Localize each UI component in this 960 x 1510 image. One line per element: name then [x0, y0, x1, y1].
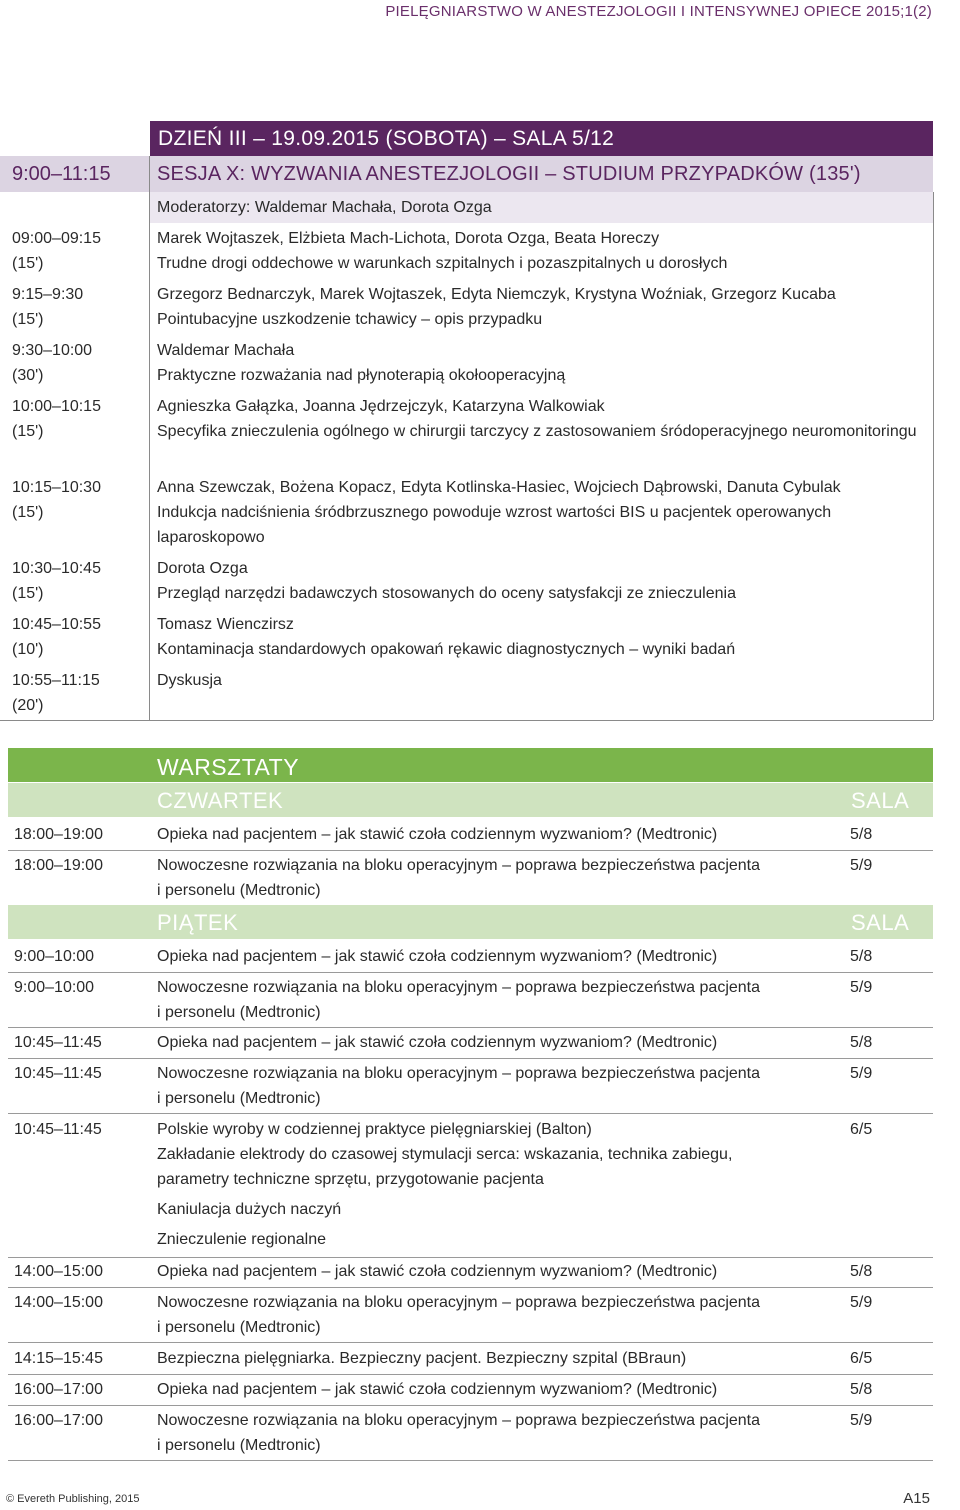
talk-authors: Agnieszka Gałązka, Joanna Jędrzejczyk, Katarzyna Walkowiak [157, 398, 605, 415]
workshop-time: 10:45–11:45 [14, 1034, 102, 1051]
workshop-description [157, 1259, 817, 1284]
workshop-desc-line: i personelu (Medtronic) [157, 1090, 321, 1107]
workshop-row [8, 822, 933, 851]
workshop-room: 5/9 [850, 1294, 873, 1311]
workshop-row [8, 853, 933, 906]
talk-time-range: 10:30–10:45 [12, 560, 101, 577]
workshop-row [8, 1259, 933, 1288]
time-column-divider [149, 156, 150, 720]
workshop-time: 10:45–11:45 [14, 1065, 102, 1082]
talk-duration: (15') [12, 423, 44, 440]
workshop-desc-line: Znieczulenie regionalne [157, 1231, 326, 1248]
workshop-desc-line: Nowoczesne rozwiązania na bloku operacyjnym – poprawa bezpieczeństwa pacjenta [157, 1065, 761, 1082]
workshop-day-header [8, 783, 933, 817]
talk-title: Trudne drogi oddechowe w warunkach szpitalnych i pozaszpitalnych u dorosłych [157, 255, 728, 272]
workshop-description [157, 1061, 817, 1111]
talk-title: Specyfika znieczulenia ogólnego w chirurgii tarczycy z zastosowaniem śródoperacyjnego neuromonitoringu [157, 423, 917, 440]
workshop-desc-line: Opieka nad pacjentem – jak stawić czoła codziennym wyzwaniom? (Medtronic) [157, 826, 718, 843]
talk-body [157, 338, 927, 388]
workshop-room: 5/9 [850, 1412, 873, 1429]
session-row [0, 156, 933, 192]
talk-time [12, 475, 142, 525]
talk-time-range: 9:15–9:30 [12, 286, 84, 303]
workshop-room: 5/8 [850, 826, 873, 843]
workshop-desc-line: Kaniulacja dużych naczyń [157, 1201, 342, 1218]
workshop-row [8, 1377, 933, 1406]
talk-authors: Grzegorz Bednarczyk, Marek Wojtaszek, Edyta Niemczyk, Krystyna Woźniak, Grzegorz Kucaba [157, 286, 836, 303]
workshop-time: 14:00–15:00 [14, 1294, 103, 1311]
talk-time [12, 668, 142, 718]
workshop-description [157, 1030, 817, 1055]
talk-authors: Dorota Ozga [157, 560, 248, 577]
workshop-desc-line: Opieka nad pacjentem – jak stawić czoła codziennym wyzwaniom? (Medtronic) [157, 1263, 718, 1280]
workshop-row [8, 1117, 933, 1258]
workshop-room: 5/8 [850, 1034, 873, 1051]
workshop-row [8, 944, 933, 973]
workshop-desc-line: i personelu (Medtronic) [157, 1004, 321, 1021]
workshop-time: 18:00–19:00 [14, 826, 103, 843]
workshop-description [157, 1346, 817, 1371]
talk-body [157, 612, 927, 662]
workshop-desc-line: Zakładanie elektrody do czasowej stymulacji serca: wskazania, technika zabiegu, [157, 1146, 733, 1163]
workshop-time: 18:00–19:00 [14, 857, 103, 874]
right-border [933, 192, 934, 720]
workshop-row [8, 1061, 933, 1114]
workshop-time: 16:00–17:00 [14, 1412, 103, 1429]
workshop-room: 6/5 [850, 1350, 873, 1367]
workshop-desc-line: Nowoczesne rozwiązania na bloku operacyjnym – poprawa bezpieczeństwa pacjenta [157, 979, 761, 996]
session-time: 9:00–11:15 [12, 163, 111, 185]
talk-body [157, 282, 927, 332]
workshop-row [8, 1408, 933, 1461]
talk-title: Przegląd narzędzi badawczych stosowanych do oceny satysfakcji ze znieczulenia [157, 585, 736, 602]
talk-title: Kontaminacja standardowych opakowań rękawic diagnostycznych – wyniki badań [157, 641, 736, 658]
workshop-desc-line: Opieka nad pacjentem – jak stawić czoła codziennym wyzwaniom? (Medtronic) [157, 1034, 718, 1051]
workshops-heading: WARSZTATY [157, 754, 300, 780]
talk-time-range: 9:30–10:00 [12, 342, 93, 359]
workshop-day-name: PIĄTEK [157, 910, 239, 935]
talk-time [12, 394, 142, 444]
talk-title: Indukcja nadciśnienia śródbrzusznego powoduje wzrost wartości BIS u pacjentek operowanych laparoskopowo [157, 504, 832, 546]
workshop-desc-line: Nowoczesne rozwiązania na bloku operacyjnym – poprawa bezpieczeństwa pacjenta [157, 1412, 761, 1429]
workshop-time: 16:00–17:00 [14, 1381, 103, 1398]
talk-body [157, 556, 927, 606]
workshop-desc-line: Opieka nad pacjentem – jak stawić czoła codziennym wyzwaniom? (Medtronic) [157, 948, 718, 965]
workshops-heading-band [8, 748, 933, 782]
workshop-description [157, 944, 817, 969]
talk-duration: (10') [12, 641, 44, 658]
session-title: SESJA X: WYZWANIA ANESTEZJOLOGII – STUDIUM PRZYPADKÓW (135') [157, 163, 861, 185]
talk-duration: (15') [12, 311, 44, 328]
workshop-room: 6/5 [850, 1121, 873, 1138]
workshop-day-header [8, 905, 933, 939]
talk-time-range: 10:55–11:15 [12, 672, 100, 689]
workshop-time: 9:00–10:00 [14, 979, 95, 996]
talk-time [12, 612, 142, 662]
workshop-description [157, 1408, 817, 1458]
talk-body [157, 394, 927, 444]
talk-time-range: 10:45–10:55 [12, 616, 101, 633]
talk-authors: Anna Szewczak, Bożena Kopacz, Edyta Kotlinska-Hasiec, Wojciech Dąbrowski, Danuta Cybulak [157, 479, 841, 496]
moderators: Moderatorzy: Waldemar Machała, Dorota Ozga [150, 192, 933, 223]
workshop-desc-line: Nowoczesne rozwiązania na bloku operacyjnym – poprawa bezpieczeństwa pacjenta [157, 857, 761, 874]
workshop-description [157, 1117, 817, 1252]
talk-time-range: 10:00–10:15 [12, 398, 101, 415]
workshop-room: 5/8 [850, 1381, 873, 1398]
workshop-description [157, 822, 817, 847]
workshop-desc-line: i personelu (Medtronic) [157, 1319, 321, 1336]
workshop-room: 5/9 [850, 857, 873, 874]
footer-publisher: © Evereth Publishing, 2015 [6, 1493, 140, 1505]
talk-duration: (20') [12, 697, 44, 714]
talk-title: Pointubacyjne uszkodzenie tchawicy – opis przypadku [157, 311, 543, 328]
page-number: A15 [903, 1490, 930, 1507]
talk-authors: Tomasz Wienczirsz [157, 616, 294, 633]
talk-time [12, 556, 142, 606]
talk-duration: (30') [12, 367, 44, 384]
talk-duration: (15') [12, 504, 44, 521]
workshop-time: 14:00–15:00 [14, 1263, 103, 1280]
workshop-desc-line: parametry techniczne sprzętu, przygotowanie pacjenta [157, 1171, 544, 1188]
talk-title: Praktyczne rozważania nad płynoterapią okołooperacyjną [157, 367, 566, 384]
workshop-time: 14:15–15:45 [14, 1350, 103, 1367]
workshop-row [8, 1030, 933, 1059]
workshop-description [157, 975, 817, 1025]
talk-time [12, 282, 142, 332]
workshop-day-name: CZWARTEK [157, 788, 284, 813]
talk-time-range: 09:00–09:15 [12, 230, 101, 247]
talk-time [12, 338, 142, 388]
workshop-row [8, 1346, 933, 1375]
workshop-description [157, 853, 817, 903]
workshop-room: 5/8 [850, 1263, 873, 1280]
workshop-row [8, 975, 933, 1028]
day-title-band: DZIEŃ III – 19.09.2015 (SOBOTA) – SALA 5/12 [150, 121, 933, 156]
talk-duration: (15') [12, 585, 44, 602]
talk-time [12, 226, 142, 276]
workshop-description [157, 1377, 817, 1402]
workshop-room: 5/9 [850, 979, 873, 996]
workshop-room-label: SALA [851, 788, 910, 813]
workshop-desc-line: i personelu (Medtronic) [157, 882, 321, 899]
workshop-room-label: SALA [851, 910, 910, 935]
talk-authors: Marek Wojtaszek, Elżbieta Mach-Lichota, Dorota Ozga, Beata Horeczy [157, 230, 660, 247]
workshop-desc-line: Opieka nad pacjentem – jak stawić czoła codziennym wyzwaniom? (Medtronic) [157, 1381, 718, 1398]
workshop-room: 5/8 [850, 948, 873, 965]
workshop-time: 10:45–11:45 [14, 1121, 102, 1138]
talk-authors: Dyskusja [157, 672, 222, 689]
talk-authors: Waldemar Machała [157, 342, 295, 359]
running-head: PIELĘGNIARSTWO W ANESTEZJOLOGII I INTENSYWNEJ OPIECE 2015;1(2) [385, 3, 932, 20]
talk-body [157, 668, 927, 693]
talk-body [157, 475, 927, 550]
workshop-desc-line: Polskie wyroby w codziennej praktyce pielęgniarskiej (Balton) [157, 1121, 592, 1138]
workshop-desc-line: Bezpieczna pielęgniarka. Bezpieczny pacjent. Bezpieczny szpital (BBraun) [157, 1350, 687, 1367]
workshop-desc-line: Nowoczesne rozwiązania na bloku operacyjnym – poprawa bezpieczeństwa pacjenta [157, 1294, 761, 1311]
talk-time-range: 10:15–10:30 [12, 479, 101, 496]
workshop-time: 9:00–10:00 [14, 948, 95, 965]
workshop-row [8, 1290, 933, 1343]
talk-duration: (15') [12, 255, 44, 272]
workshop-description [157, 1290, 817, 1340]
workshop-desc-line: i personelu (Medtronic) [157, 1437, 321, 1454]
talk-body [157, 226, 927, 276]
workshop-room: 5/9 [850, 1065, 873, 1082]
